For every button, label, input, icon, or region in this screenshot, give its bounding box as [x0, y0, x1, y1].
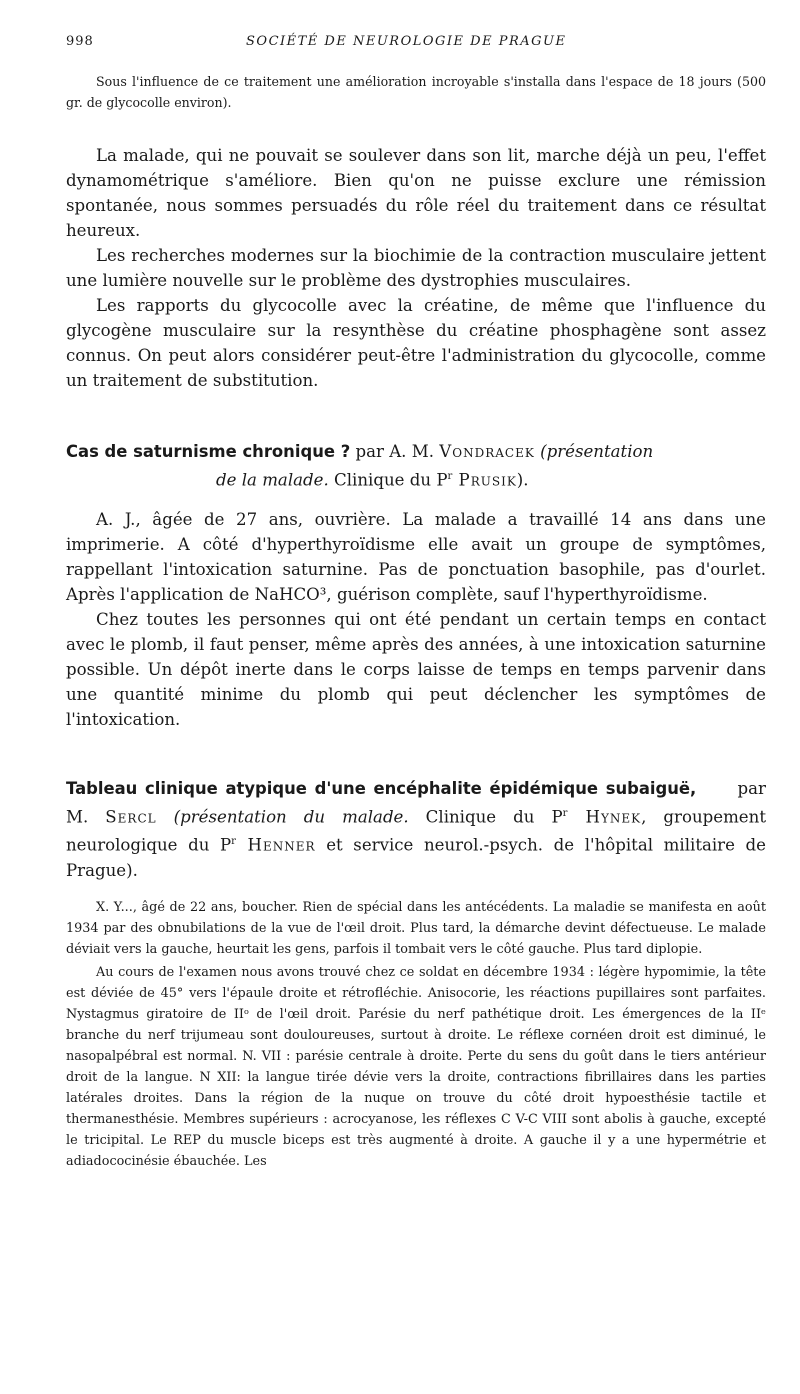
superscript: r	[447, 471, 453, 482]
heading-italic: (présentation	[534, 442, 654, 461]
paragraph: Les rapports du glycocolle avec la créatine, de même que l'influence du glycogène musculaire sur la resynthèse du créatine phosphagène sont assez connus. On peut alors considérer peut-être l'administration du glycocolle, comme un traitement de substitution.	[66, 296, 766, 390]
paragraph: Les recherches modernes sur la biochimie de la contraction musculaire jettent une lumière nouvelle sur le problème des dystrophies musculaires.	[66, 246, 766, 290]
paragraph: Chez toutes les personnes qui ont été pendant un certain temps en contact avec le plomb, il faut penser, même après des années, à une intoxication saturnine possible. Un dépôt inerte dans le corps laisse de temps en temps parvenir dans une quantité minime du plomb qui peut déclencher les symptômes de l'intoxication.	[66, 609, 766, 729]
heading-text: ).	[516, 470, 529, 490]
superscript: r	[562, 807, 568, 819]
case-paragraph: X. Y..., âgé de 22 ans, boucher. Rien de spécial dans les antécédents. La maladie se manifesta en août 1934 par des obnubilations de la vue de l'œil droit. Plus tard, la démarche devint défectueuse. Le malade déviait vers la gauche, heurtait les gens, parfois il tombait vers le côté gauche. Plus tard diplopie.	[66, 899, 766, 957]
author-name: Vondracek	[439, 442, 535, 461]
section-heading	[66, 439, 766, 493]
paragraph: A. J., âgée de 27 ans, ouvrière. La malade a travaillé 14 ans dans une imprimerie. A côté d'hyperthyroïdisme elle avait un groupe de symptômes, rappellant l'intoxication saturnine. Pas de ponctuation basophile, pas d'ourlet. Après l'application de NaHCO³, guérison complète, sauf l'hyperthyroïdisme.	[66, 509, 766, 604]
intro-paragraph: Sous l'influence de ce traitement une amélioration incroyable s'installa dans l'espace de 18 jours (500 gr. de glycocolle environ).	[66, 74, 766, 110]
running-header	[66, 34, 766, 58]
spacer	[66, 113, 766, 143]
heading-text: , groupement neurologique du P	[66, 807, 766, 855]
section-title: Tableau clinique atypique d'une encéphalite épidémique subaiguë,	[66, 778, 697, 798]
case-paragraph: Au cours de l'examen nous avons trouvé chez ce soldat en décembre 1934 : légère hypomimie, la tête est déviée de 45° vers l'épaule droite et rétrofléchie. Anisocorie, les réactions pupillaires sont parfaites. Nystagmus giratoire de IIᵒ de l'œil droit. Parésie du nerf pathétique droit. Les émergences de la IIᵉ branche du nerf trijumeau sont douloureuses, surtout à droite. Le réflexe cornéen droit est diminué, le nasopalpébral est normal. N. VII : parésie centrale à droite. Perte du sens du goût dans le tiers antérieur droit de la langue. N XII: la langue tirée dévie vers la droite, contractions fibrillaires dans les parties latérales droites. Dans la région de la nuque on trouve du côté droit hypoesthésie tactile et thermanesthésie. Membres supérieurs : acrocyanose, les réflexes C V-C VIII sont abolis à gauche, excepté le tricipital. Le REP du muscle biceps est très augmenté à droite. A gauche il y a une hypermétrie et adiadococinésie ébauchée. Les	[66, 964, 766, 1169]
professor-name: Henner	[235, 835, 316, 855]
section-title: Cas de saturnisme chronique ?	[66, 442, 351, 461]
heading-text: par A. M.	[350, 442, 440, 461]
paragraph: La malade, qui ne pouvait se soulever dans son lit, marche déjà un peu, l'effet dynamométrique s'améliore. Bien qu'on ne puisse exclure une rémission spontanée, nous sommes persuadés du rôle réel du traitement dans ce résultat heureux.	[66, 146, 766, 240]
section-heading	[66, 776, 766, 883]
superscript: r	[231, 836, 236, 848]
heading-text: Clinique du P	[328, 470, 448, 490]
professor-name: Hynek	[567, 807, 642, 827]
heading-italic: de la malade.	[216, 470, 329, 490]
running-title: SOCIÉTÉ DE NEUROLOGIE DE PRAGUE	[246, 34, 567, 49]
heading-text: Clinique du P	[408, 807, 563, 827]
professor-name: Prusik	[452, 470, 517, 490]
heading-text: et service neurol.-psych. de l'hôpital militaire de Prague).	[66, 835, 766, 880]
page-number: 998	[66, 34, 94, 49]
author-name: Sercl	[105, 807, 157, 827]
heading-italic: (présentation du malade.	[156, 807, 409, 827]
heading-text: par M.	[66, 778, 766, 827]
